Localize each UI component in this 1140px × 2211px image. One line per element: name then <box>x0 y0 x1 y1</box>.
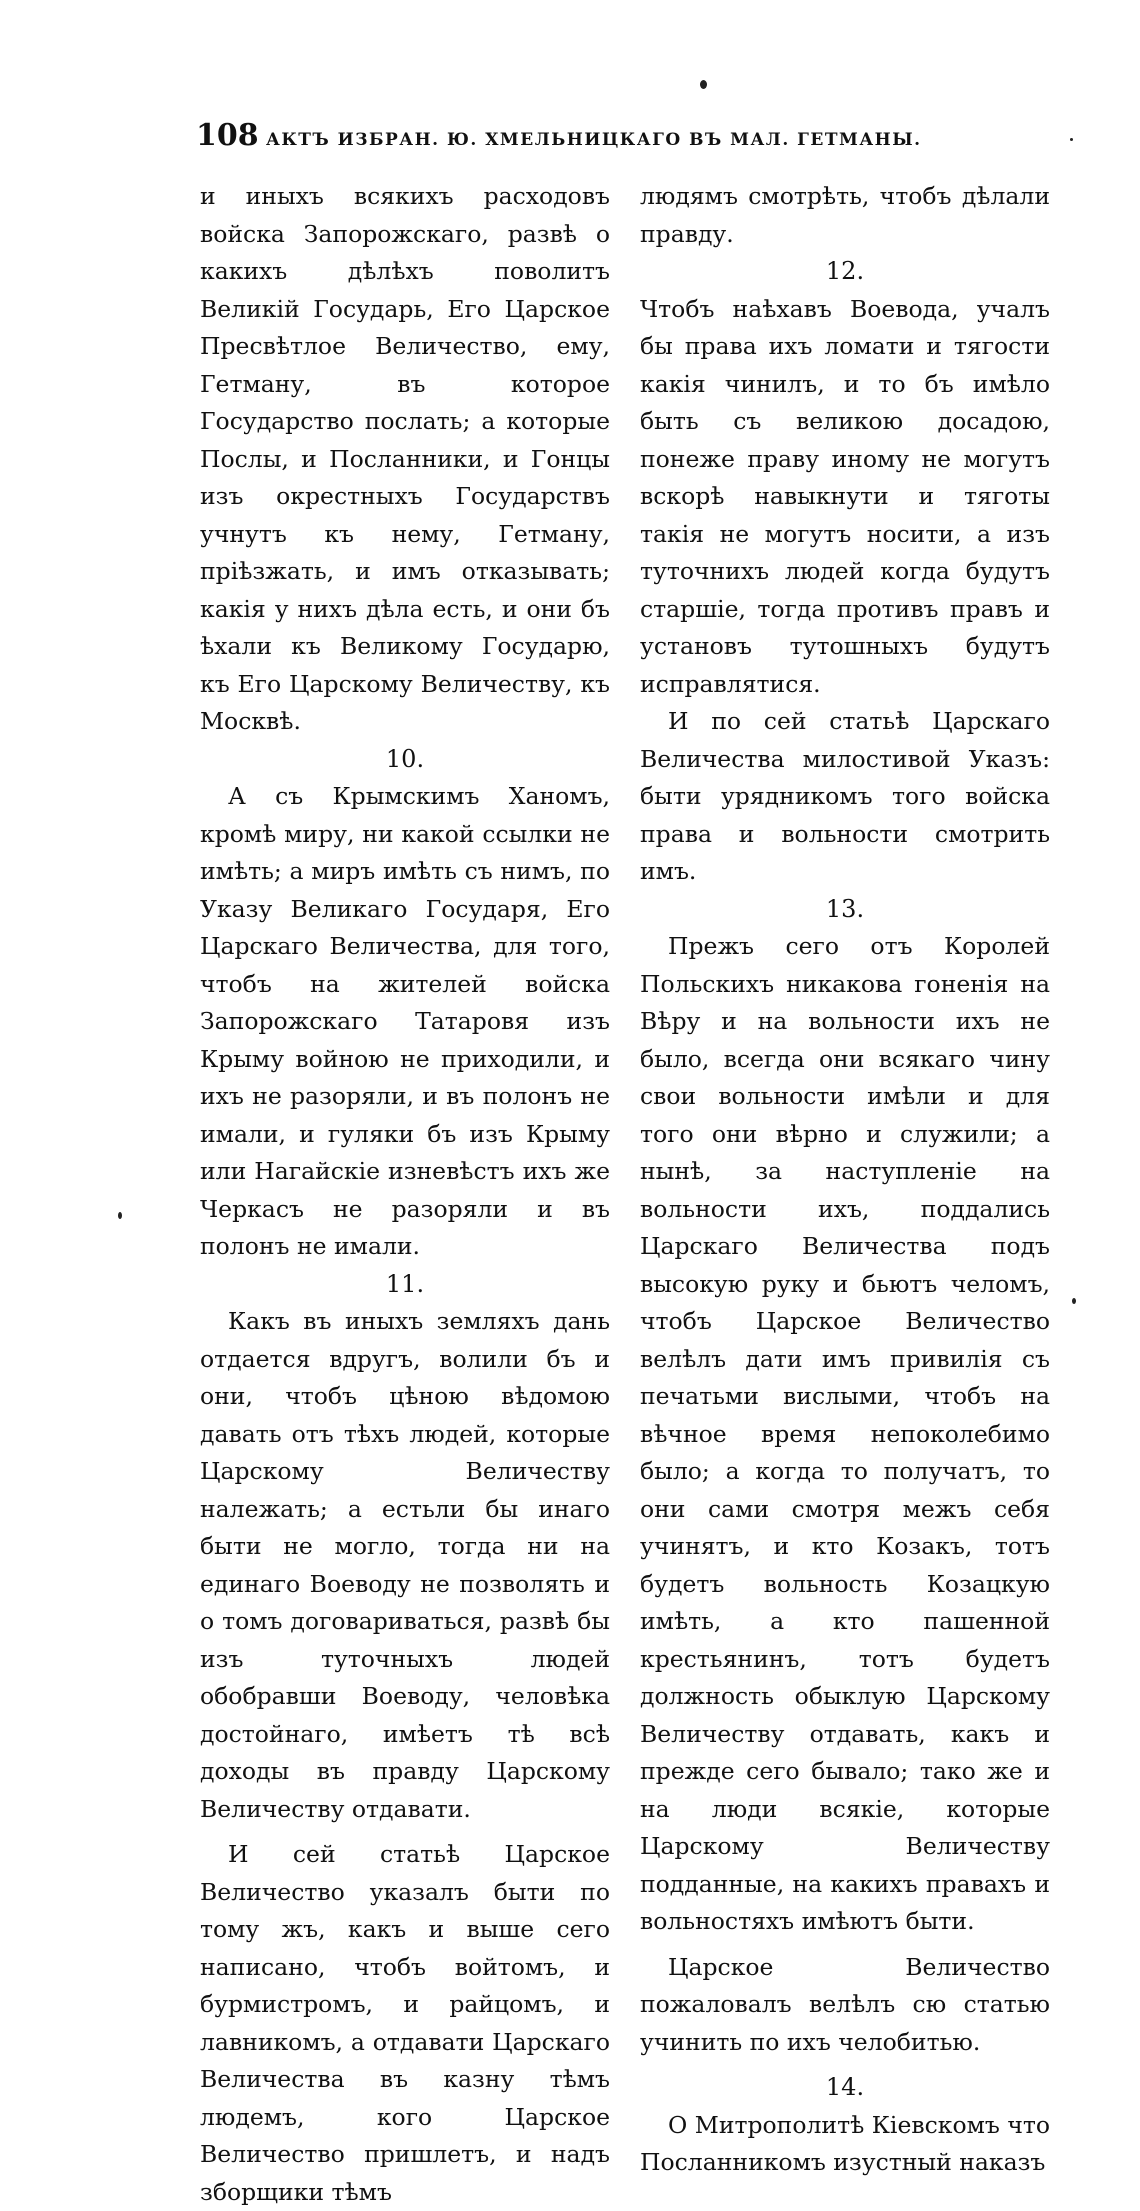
paragraph: людямъ смотрѣть, чтобъ дѣлали правду. <box>640 182 1050 248</box>
ink-speck <box>118 1212 122 1219</box>
paragraph: Чтобъ наѣхавъ Воевода, учалъ бы права ихъ ломати и тягости какія чинилъ, и то бъ имѣло быть съ великою досадою, понеже праву иному не могутъ вскорѣ навыкнути и тяготы такія не могутъ носити, а изъ туточнихъ людей когда будутъ старшіе, тогда противъ правъ и установъ тутошныхъ будутъ исправлятися. <box>640 294 1050 698</box>
paragraph: И по сей статьѣ Царскаго Величества милостивой Указъ: быти урядникомъ того войска права и вольности смотрить имъ. <box>640 707 1050 885</box>
section-number: 14. <box>825 2073 865 2101</box>
paragraph: Царское Величество пожаловалъ велѣлъ сю статью учинить по ихъ челобитью. <box>640 1952 1050 2056</box>
page-header <box>196 118 956 158</box>
running-head: АКТЪ ИЗБРАН. Ю. ХМЕЛЬНИЦКАГО ВЪ МАЛ. ГЕТМАНЫ. <box>266 130 922 150</box>
ink-speck <box>1072 1298 1076 1304</box>
paragraph: Какъ въ иныхъ земляхъ дань отдается вдругъ, волили бъ и они, чтобъ цѣною вѣдомою давать отъ тѣхъ людей, которые Царскому Величеству належать; а естьли бы инаго быти не могло, тогда ни на единаго Воеводу не позволять и о томъ договариваться, развѣ бы изъ туточныхъ людей обобравши Воеводу, человѣка достойнаго, имѣетъ тѣ всѣ доходы въ правду Царскому Величеству отдавати. <box>200 1307 610 1823</box>
section-number: 10. <box>385 744 425 773</box>
paragraph: О Митрополитѣ Кіевскомъ что Посланникомъ изустный наказъ <box>640 2110 1050 2176</box>
paragraph: А съ Крымскимъ Ханомъ, кромѣ миру, ни какой ссылки не имѣть; а миръ имѣть съ нимъ, по Указу Великаго Государя, Его Царскаго Величества, для того, чтобъ на жителей войска Запорожскаго Татаровя изъ Крыму войною не приходили, и ихъ не разоряли, и въ полонъ не имали, и гуляки бъ изъ Крыму или Нагайскіе изневѣстъ ихъ же Черкасъ не разоряли и въ полонъ не имали. <box>200 782 610 1260</box>
page-number: 108 <box>196 118 259 153</box>
right-column <box>640 178 1050 2182</box>
paragraph: И сей статьѣ Царское Величество указалъ быти по тому жъ, какъ и выше сего написано, чтобъ войтомъ, и бурмистромъ, и райцомъ, и лавникомъ, а отдавати Царскаго Величества въ казну тѣмъ людемъ, кого Царское Величество пришлетъ, и надъ зборщики тѣмъ <box>200 1840 610 2206</box>
section-number: 11. <box>385 1269 425 1298</box>
paragraph: и иныхъ всякихъ расходовъ войска Запорожскаго, развѣ о какихъ дѣлѣхъ поволитъ Великій Государь, Его Царское Пресвѣтлое Величество, ему, Гетману, въ которое Государство послать; а которые Послы, и Посланники, и Гонцы изъ окрестныхъ Государствъ учнутъ къ нему, Гетману, пріѣзжать, и имъ отказывать; какія у нихъ дѣла есть, и они бъ ѣхали къ Великому Государю, къ Его Царскому Величеству, къ Москвѣ. <box>200 182 610 735</box>
section-number: 13. <box>825 894 865 923</box>
ink-speck <box>1070 138 1073 141</box>
ink-speck <box>700 80 707 89</box>
paragraph: Прежъ сего отъ Королей Польскихъ никакова гоненія на Вѣру и на вольности ихъ не было, всегда они всякаго чину свои вольности имѣли и для того они вѣрно и служили; а нынѣ, за наступленіе на вольности ихъ, поддались Царскаго Величества подъ высокую руку и бьютъ челомъ, чтобъ Царское Величество велѣлъ дати имъ привилія съ печатьми вислыми, чтобъ на вѣчное время непоколебимо было; а когда то получатъ, то они сами смотря межъ себя учинятъ, и кто Козакъ, тотъ будетъ вольность Козацкую имѣть, а кто пашенной крестьянинъ, тотъ будетъ должность обыклую Царскому Величеству отдавать, какъ и прежде сего бывало; тако же и на люди всякіе, которые Царскому Величеству подданные, на какихъ правахъ и вольностяхъ имѣютъ быти. <box>640 932 1050 1935</box>
left-column <box>200 178 610 2211</box>
section-number: 12. <box>825 257 865 285</box>
